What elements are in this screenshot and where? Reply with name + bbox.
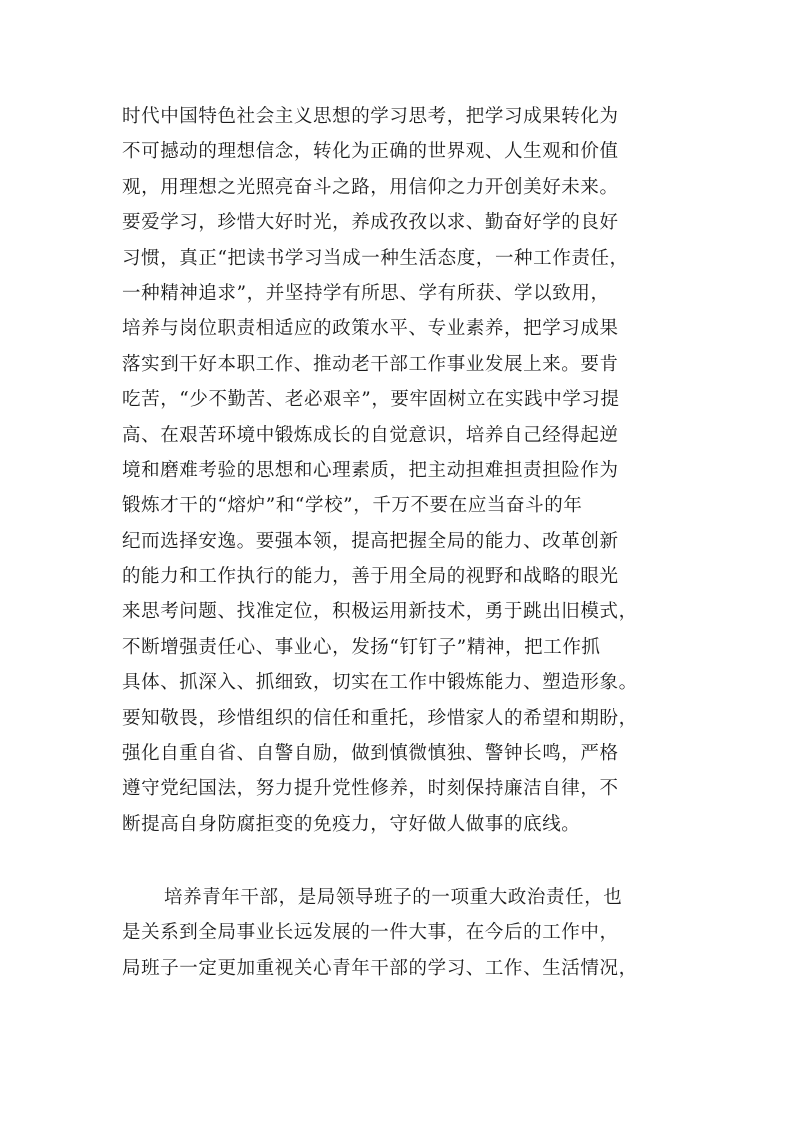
text-line-indented: 培养青年干部，是局领导班子的一项重大政治责任，也 — [164, 887, 623, 908]
text-line: 局班子一定更加重视关心青年干部的学习、工作、生活情况， — [122, 957, 638, 979]
text-line: 断提高自身防腐拒变的免疫力，守好做人做事的底线。 — [122, 813, 581, 835]
text-line: 锻炼才干的“熔炉”和“学校”，千万不要在应当奋斗的年 — [122, 495, 583, 517]
text-line: 是关系到全局事业长远发展的一件大事，在今后的工作中， — [122, 922, 619, 944]
text-line: 习惯，真正“把读书学习当成一种生活态度，一种工作责任， — [122, 247, 629, 269]
text-line: 落实到干好本职工作、推动老干部工作事业发展上来。要肯 — [122, 353, 619, 375]
text-line: 遵守党纪国法，努力提升党性修养，时刻保持廉洁自律，不 — [122, 778, 619, 800]
text-line: 纪而选择安逸。要强本领，提高把握全局的能力、改革创新 — [122, 530, 619, 552]
paragraph-1 — [122, 99, 682, 842]
text-line: 不断增强责任心、事业心，发扬“钉钉子”精神，把工作抓 — [122, 636, 601, 658]
paragraph-2 — [122, 880, 682, 986]
text-line: 来思考问题、找准定位，积极运用新技术，勇于跳出旧模式， — [122, 601, 638, 623]
text-line: 观，用理想之光照亮奋斗之路，用信仰之力开创美好未来。 — [122, 176, 619, 198]
text-line: 不可撼动的理想信念，转化为正确的世界观、人生观和价值 — [122, 141, 619, 163]
text-line: 具体、抓深入、抓细致，切实在工作中锻炼能力、塑造形象。 — [122, 672, 638, 694]
text-line: 一种精神追求”，并坚持学有所思、学有所获、学以致用， — [122, 282, 610, 304]
text-line: 要知敬畏，珍惜组织的信任和重托，珍惜家人的希望和期盼， — [122, 707, 638, 729]
text-line: 高、在艰苦环境中锻炼成长的自觉意识，培养自己经得起逆 — [122, 424, 619, 446]
text-line: 的能力和工作执行的能力，善于用全局的视野和战略的眼光 — [122, 566, 619, 588]
text-line: 强化自重自省、自警自励，做到慎微慎独、警钟长鸣，严格 — [122, 743, 619, 765]
text-line: 要爱学习，珍惜大好时光，养成孜孜以求、勤奋好学的良好 — [122, 212, 619, 234]
text-line: 时代中国特色社会主义思想的学习思考，把学习成果转化为 — [122, 106, 619, 127]
text-line: 培养与岗位职责相适应的政策水平、专业素养，把学习成果 — [122, 318, 619, 340]
text-line: 境和磨难考验的思想和心理素质，把主动担难担责担险作为 — [122, 459, 619, 481]
text-line: 吃苦，“少不勤苦、老必艰辛”，要牢固树立在实践中学习提 — [122, 389, 620, 411]
